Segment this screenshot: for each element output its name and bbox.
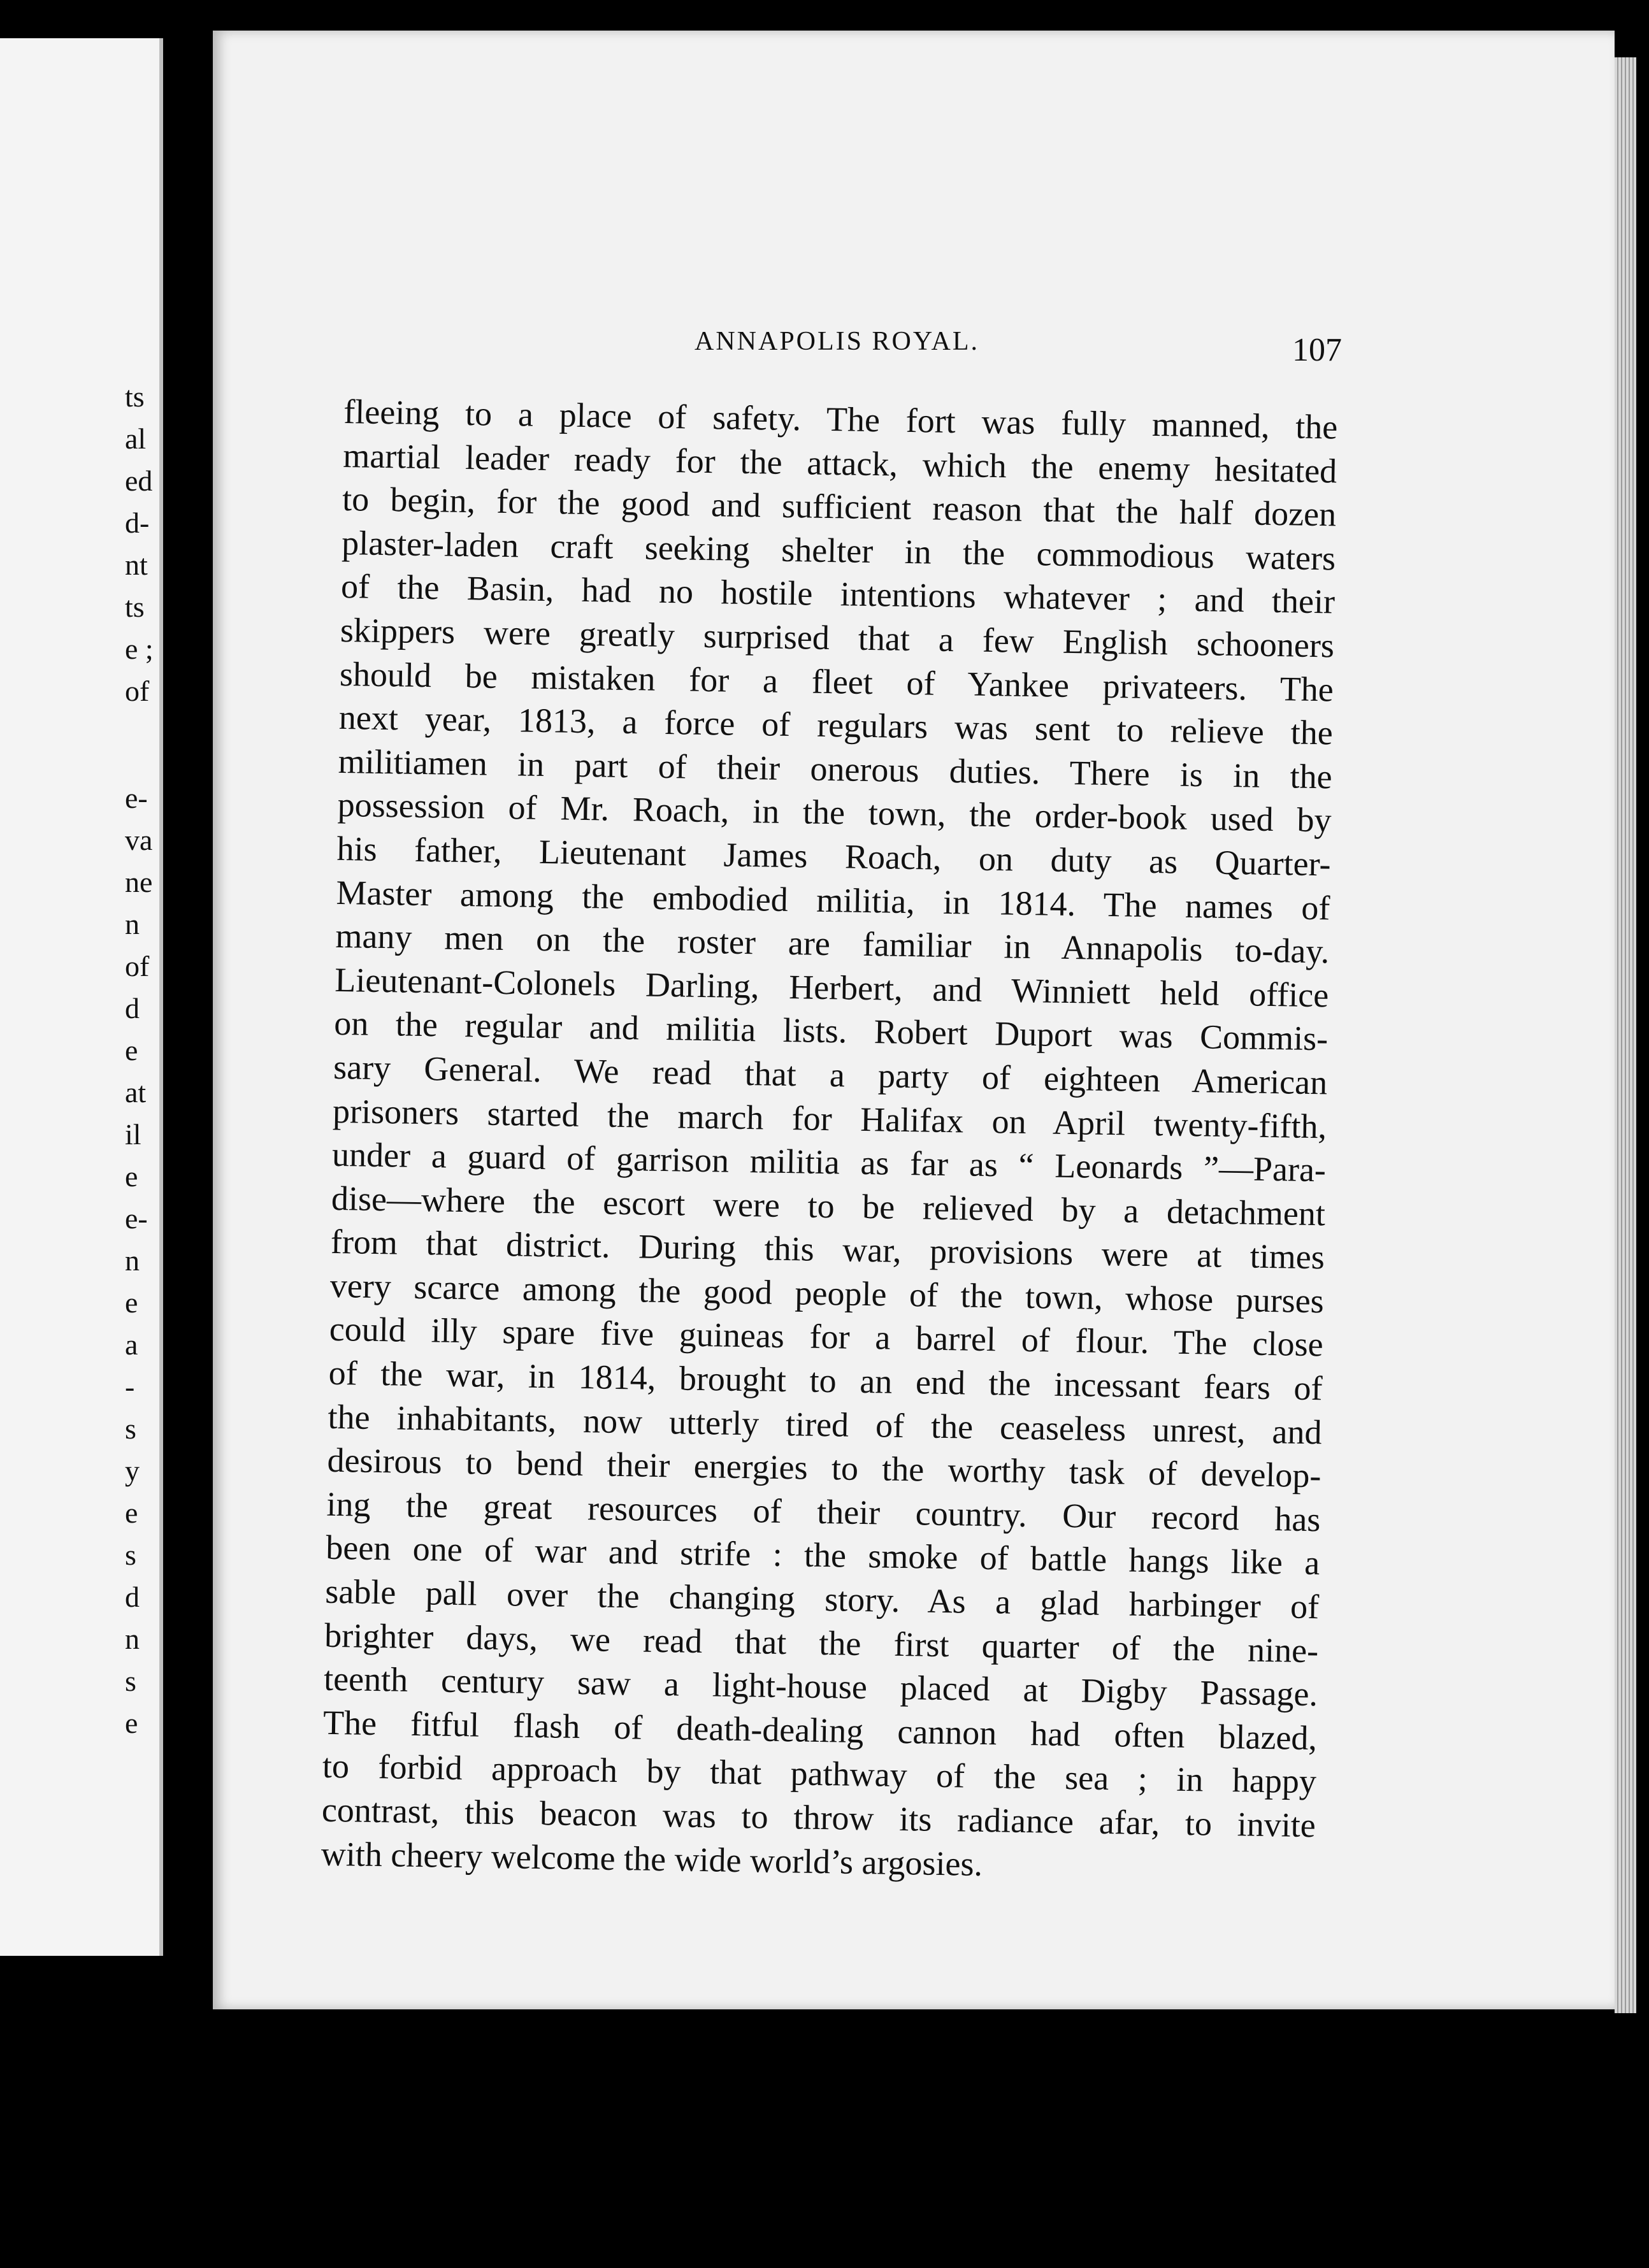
left-page-fragment: s: [125, 1665, 136, 1697]
text-line: his father, Lieutenant James Roach, on duty as Quarter-: [336, 829, 1331, 884]
left-page-fragment: ts: [125, 380, 145, 413]
left-page-fragment: e: [125, 1160, 138, 1193]
left-page-fragment: e-: [125, 1202, 148, 1235]
left-page-fragment: al: [125, 422, 147, 455]
text-line: of the war, in 1814, brought to an end the incessant fears of: [328, 1353, 1323, 1408]
text-line: many men on the roster are familiar in Annapolis to-day.: [335, 917, 1330, 971]
text-line: to begin, for the good and sufficient reason that the half dozen: [342, 480, 1337, 534]
text-line: brighter days, we read that the first quarter of the nine-: [324, 1616, 1319, 1670]
text-line: sary General. We read that a party of eighteen American: [333, 1047, 1328, 1102]
text-line: possession of Mr. Roach, in the town, the order-book used by: [337, 786, 1332, 840]
left-page-fragment: s: [125, 1539, 136, 1571]
left-page-fragment: n: [125, 908, 140, 940]
left-page-fragment: d-: [125, 506, 150, 539]
text-line: should be mistaken for a fleet of Yankee privateers. The: [339, 654, 1334, 709]
left-page-fragment: s: [125, 1412, 136, 1445]
left-page-fragment: e: [125, 1496, 138, 1529]
left-page-fragment: of: [125, 950, 150, 982]
left-page-fragment: e: [125, 1034, 138, 1066]
text-line: under a guard of garrison militia as far as “ Leonards ”—Para-: [331, 1135, 1327, 1189]
text-line: fleeing to a place of safety. The fort was fully manned, the: [343, 392, 1338, 447]
text-line: plaster-laden craft seeking shelter in the commodious waters: [341, 523, 1336, 578]
left-page-fragment: at: [125, 1076, 147, 1109]
left-page-fragment: n: [125, 1244, 140, 1277]
left-page-fragment: of: [125, 675, 150, 707]
page-number: 107: [1292, 332, 1342, 368]
left-page-fragment: nt: [125, 549, 148, 581]
text-line: prisoners started the march for Halifax on April twenty-fifth,: [332, 1091, 1327, 1145]
text-line: of the Basin, had no hostile intentions whatever ; and their: [340, 567, 1336, 621]
text-line: contrast, this beacon was to throw its radiance afar, to invite: [321, 1790, 1316, 1845]
left-page-fragment: e: [125, 1707, 138, 1739]
left-page-fragment: e: [125, 1286, 138, 1319]
left-page-fragment: d: [125, 1581, 140, 1613]
text-line: desirous to bend their energies to the worthy task of develop-: [327, 1441, 1321, 1495]
text-line: Lieutenant-Colonels Darling, Herbert, and Winniett held office: [334, 960, 1329, 1015]
left-page-fragment: va: [125, 824, 153, 856]
left-page-fragment: ne: [125, 866, 153, 898]
text-line: teenth century saw a light-house placed at Digby Passage.: [323, 1659, 1318, 1714]
left-page-fragment: -: [125, 1370, 135, 1403]
text-line: to forbid approach by that pathway of the sea ; in happy: [322, 1747, 1317, 1801]
text-line: from that district. During this war, provisions were at times: [330, 1223, 1325, 1277]
left-page-fragment: il: [125, 1118, 141, 1151]
text-line: been one of war and strife : the smoke of battle hangs like a: [325, 1528, 1320, 1583]
text-line: ing the great resources of their country. Our record has: [326, 1484, 1321, 1539]
text-line: next year, 1813, a force of regulars was sent to relieve the: [338, 698, 1334, 752]
left-page-fragment: e ;: [125, 633, 154, 665]
text-line: dise—where the escort were to be relieved by a detachment: [331, 1179, 1326, 1233]
left-page-fragment: e-: [125, 782, 148, 814]
text-line: with cheery welcome the wide world’s argosies.: [320, 1834, 983, 1883]
text-line: militiamen in part of their onerous duties. There is in the: [338, 742, 1333, 796]
left-page-fragment: a: [125, 1328, 138, 1361]
text-line: sable pall over the changing story. As a glad harbinger of: [324, 1572, 1320, 1626]
left-page-fragment: n: [125, 1623, 140, 1655]
left-page-fragment: d: [125, 992, 140, 1024]
text-line: skippers were greatly surprised that a few English schooners: [340, 610, 1335, 665]
text-line: Master among the embodied militia, in 1814. The names of: [336, 873, 1330, 927]
text-line: martial leader ready for the attack, which the enemy hesitated: [342, 436, 1337, 491]
left-page-fragment: ts: [125, 591, 145, 623]
text-line: on the regular and militia lists. Robert Duport was Commis-: [333, 1004, 1329, 1058]
body-text: [320, 390, 1337, 1891]
left-page-margin: [0, 38, 163, 1956]
left-page-fragment: ed: [125, 464, 153, 497]
page-edge: [1615, 57, 1636, 2013]
text-line: very scarce among the good people of the town, whose purses: [329, 1266, 1325, 1321]
text-line: the inhabitants, now utterly tired of the ceaseless unrest, and: [328, 1397, 1322, 1451]
text-line: could illy spare five guineas for a barrel of flour. The close: [329, 1310, 1324, 1364]
left-page-fragment: y: [125, 1454, 140, 1487]
running-head: ANNAPOLIS ROYAL.: [695, 327, 980, 356]
text-line: The fitful flash of death-dealing cannon had often blazed,: [322, 1703, 1318, 1758]
